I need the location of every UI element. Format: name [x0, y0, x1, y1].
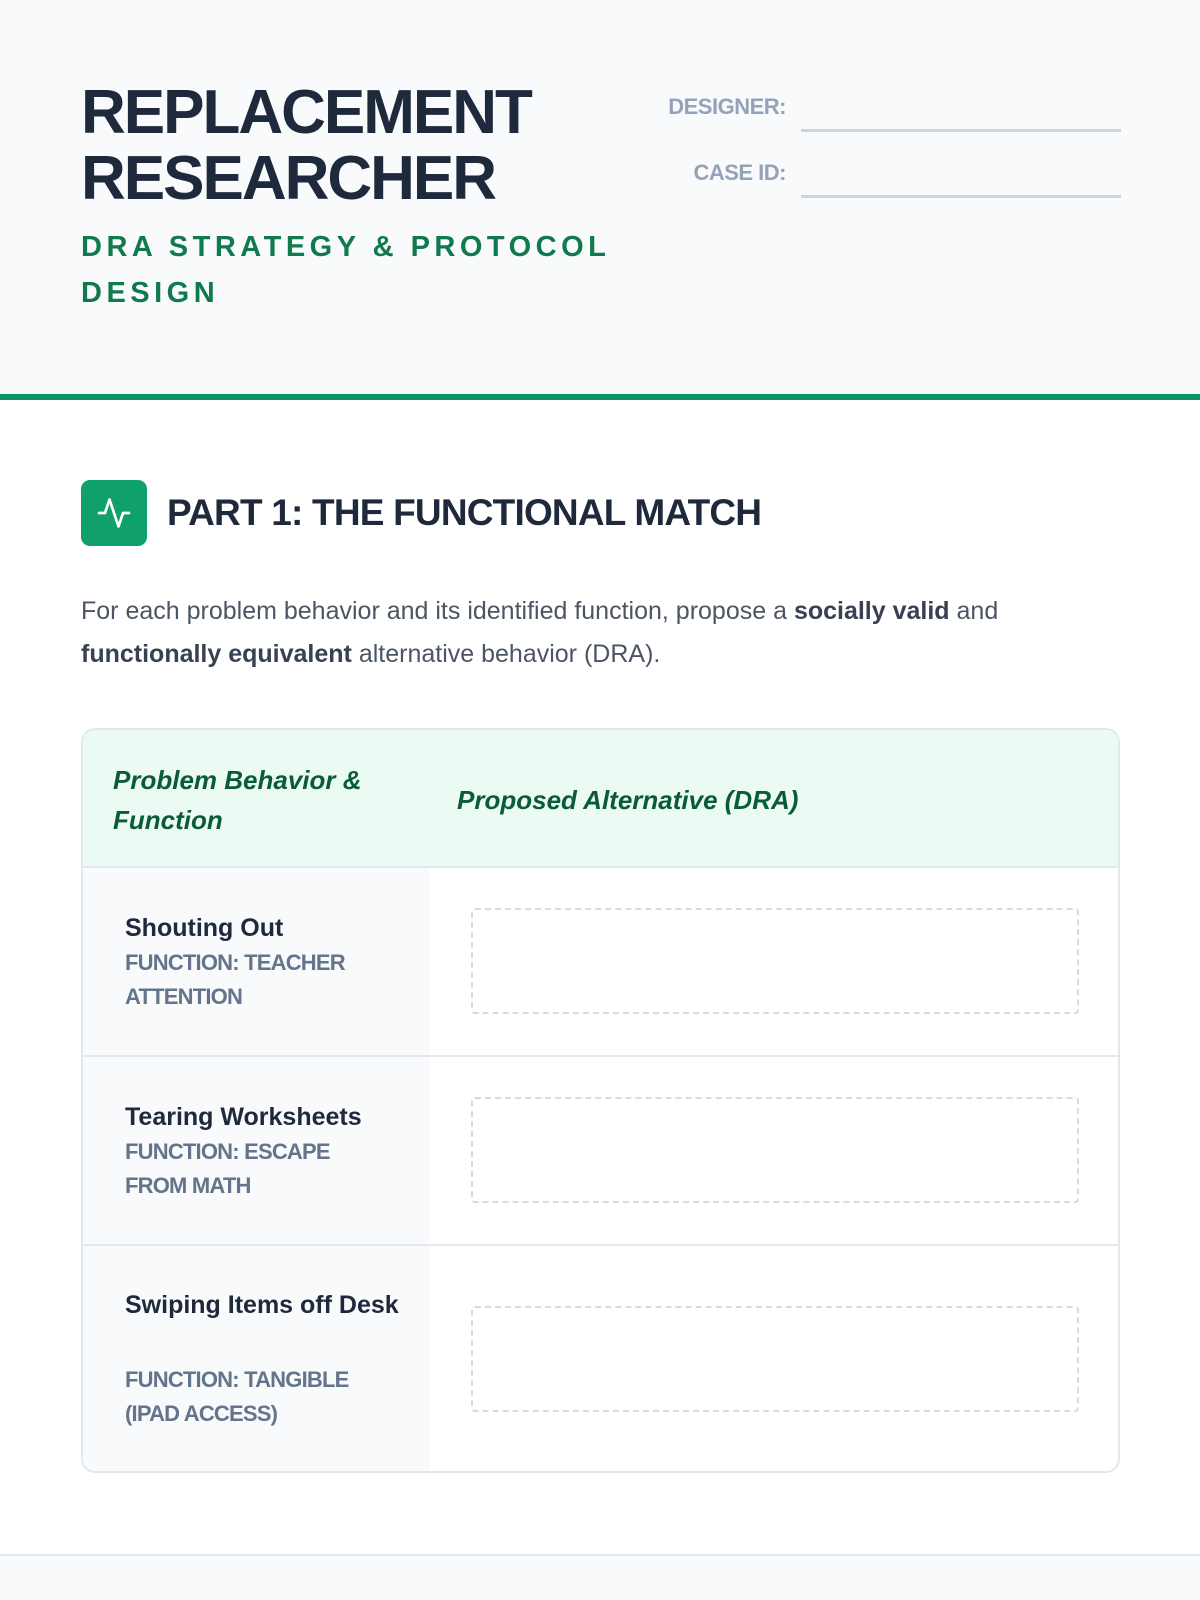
functional-match-table — [81, 728, 1120, 1473]
designer-field[interactable] — [801, 129, 1121, 132]
behavior-function: FUNCTION: TANGIBLE (IPAD ACCESS) — [125, 1367, 349, 1426]
table-row — [83, 1057, 1118, 1246]
case-id-row — [620, 154, 1120, 194]
designer-label: DESIGNER: — [668, 94, 786, 119]
worksheet-title — [81, 80, 621, 212]
dra-answer-box[interactable] — [471, 1306, 1079, 1412]
behavior-cell — [83, 1057, 429, 1244]
title-block — [81, 80, 621, 316]
behavior-function: FUNCTION: ESCAPE FROM MATH — [125, 1139, 330, 1198]
behavior-function: FUNCTION: TEACHER ATTENTION — [125, 950, 345, 1009]
intro-bold-1: socially valid — [793, 597, 950, 625]
case-id-field[interactable] — [801, 195, 1121, 198]
behavior-name: Shouting Out — [125, 914, 284, 942]
dra-answer-box[interactable] — [471, 908, 1079, 1014]
worksheet-header — [0, 0, 1200, 400]
column-header-alternative: Proposed Alternative (DRA) — [457, 785, 799, 815]
section-title: PART 1: THE FUNCTIONAL MATCH — [167, 492, 762, 533]
designer-row — [620, 88, 1120, 128]
title-line-1: REPLACEMENT — [81, 78, 531, 147]
table-row — [83, 1246, 1118, 1473]
intro-text-3: alternative behavior (DRA). — [351, 640, 661, 668]
column-header-behavior: Problem Behavior & Function — [113, 765, 362, 835]
behavior-name: Tearing Worksheets — [125, 1103, 362, 1131]
table-row — [83, 868, 1118, 1057]
worksheet-subtitle: DRA STRATEGY & PROTOCOL DESIGN — [81, 231, 610, 309]
intro-bold-2: functionally equivalent — [81, 640, 352, 668]
intro-text-2: and — [949, 597, 999, 625]
page-footer-divider — [0, 1554, 1200, 1600]
section-intro — [81, 590, 1121, 676]
dra-answer-box[interactable] — [471, 1097, 1079, 1203]
table-header — [83, 730, 1118, 868]
behavior-name: Swiping Items off Desk — [125, 1291, 399, 1319]
section-heading — [81, 480, 1121, 546]
behavior-cell — [83, 1246, 429, 1473]
behavior-cell — [83, 868, 429, 1055]
title-line-2: RESEARCHER — [81, 144, 496, 213]
activity-pulse-icon — [81, 480, 147, 546]
intro-text-1: For each problem behavior and its identified function, propose a — [81, 597, 794, 625]
case-id-label: CASE ID: — [693, 160, 786, 185]
